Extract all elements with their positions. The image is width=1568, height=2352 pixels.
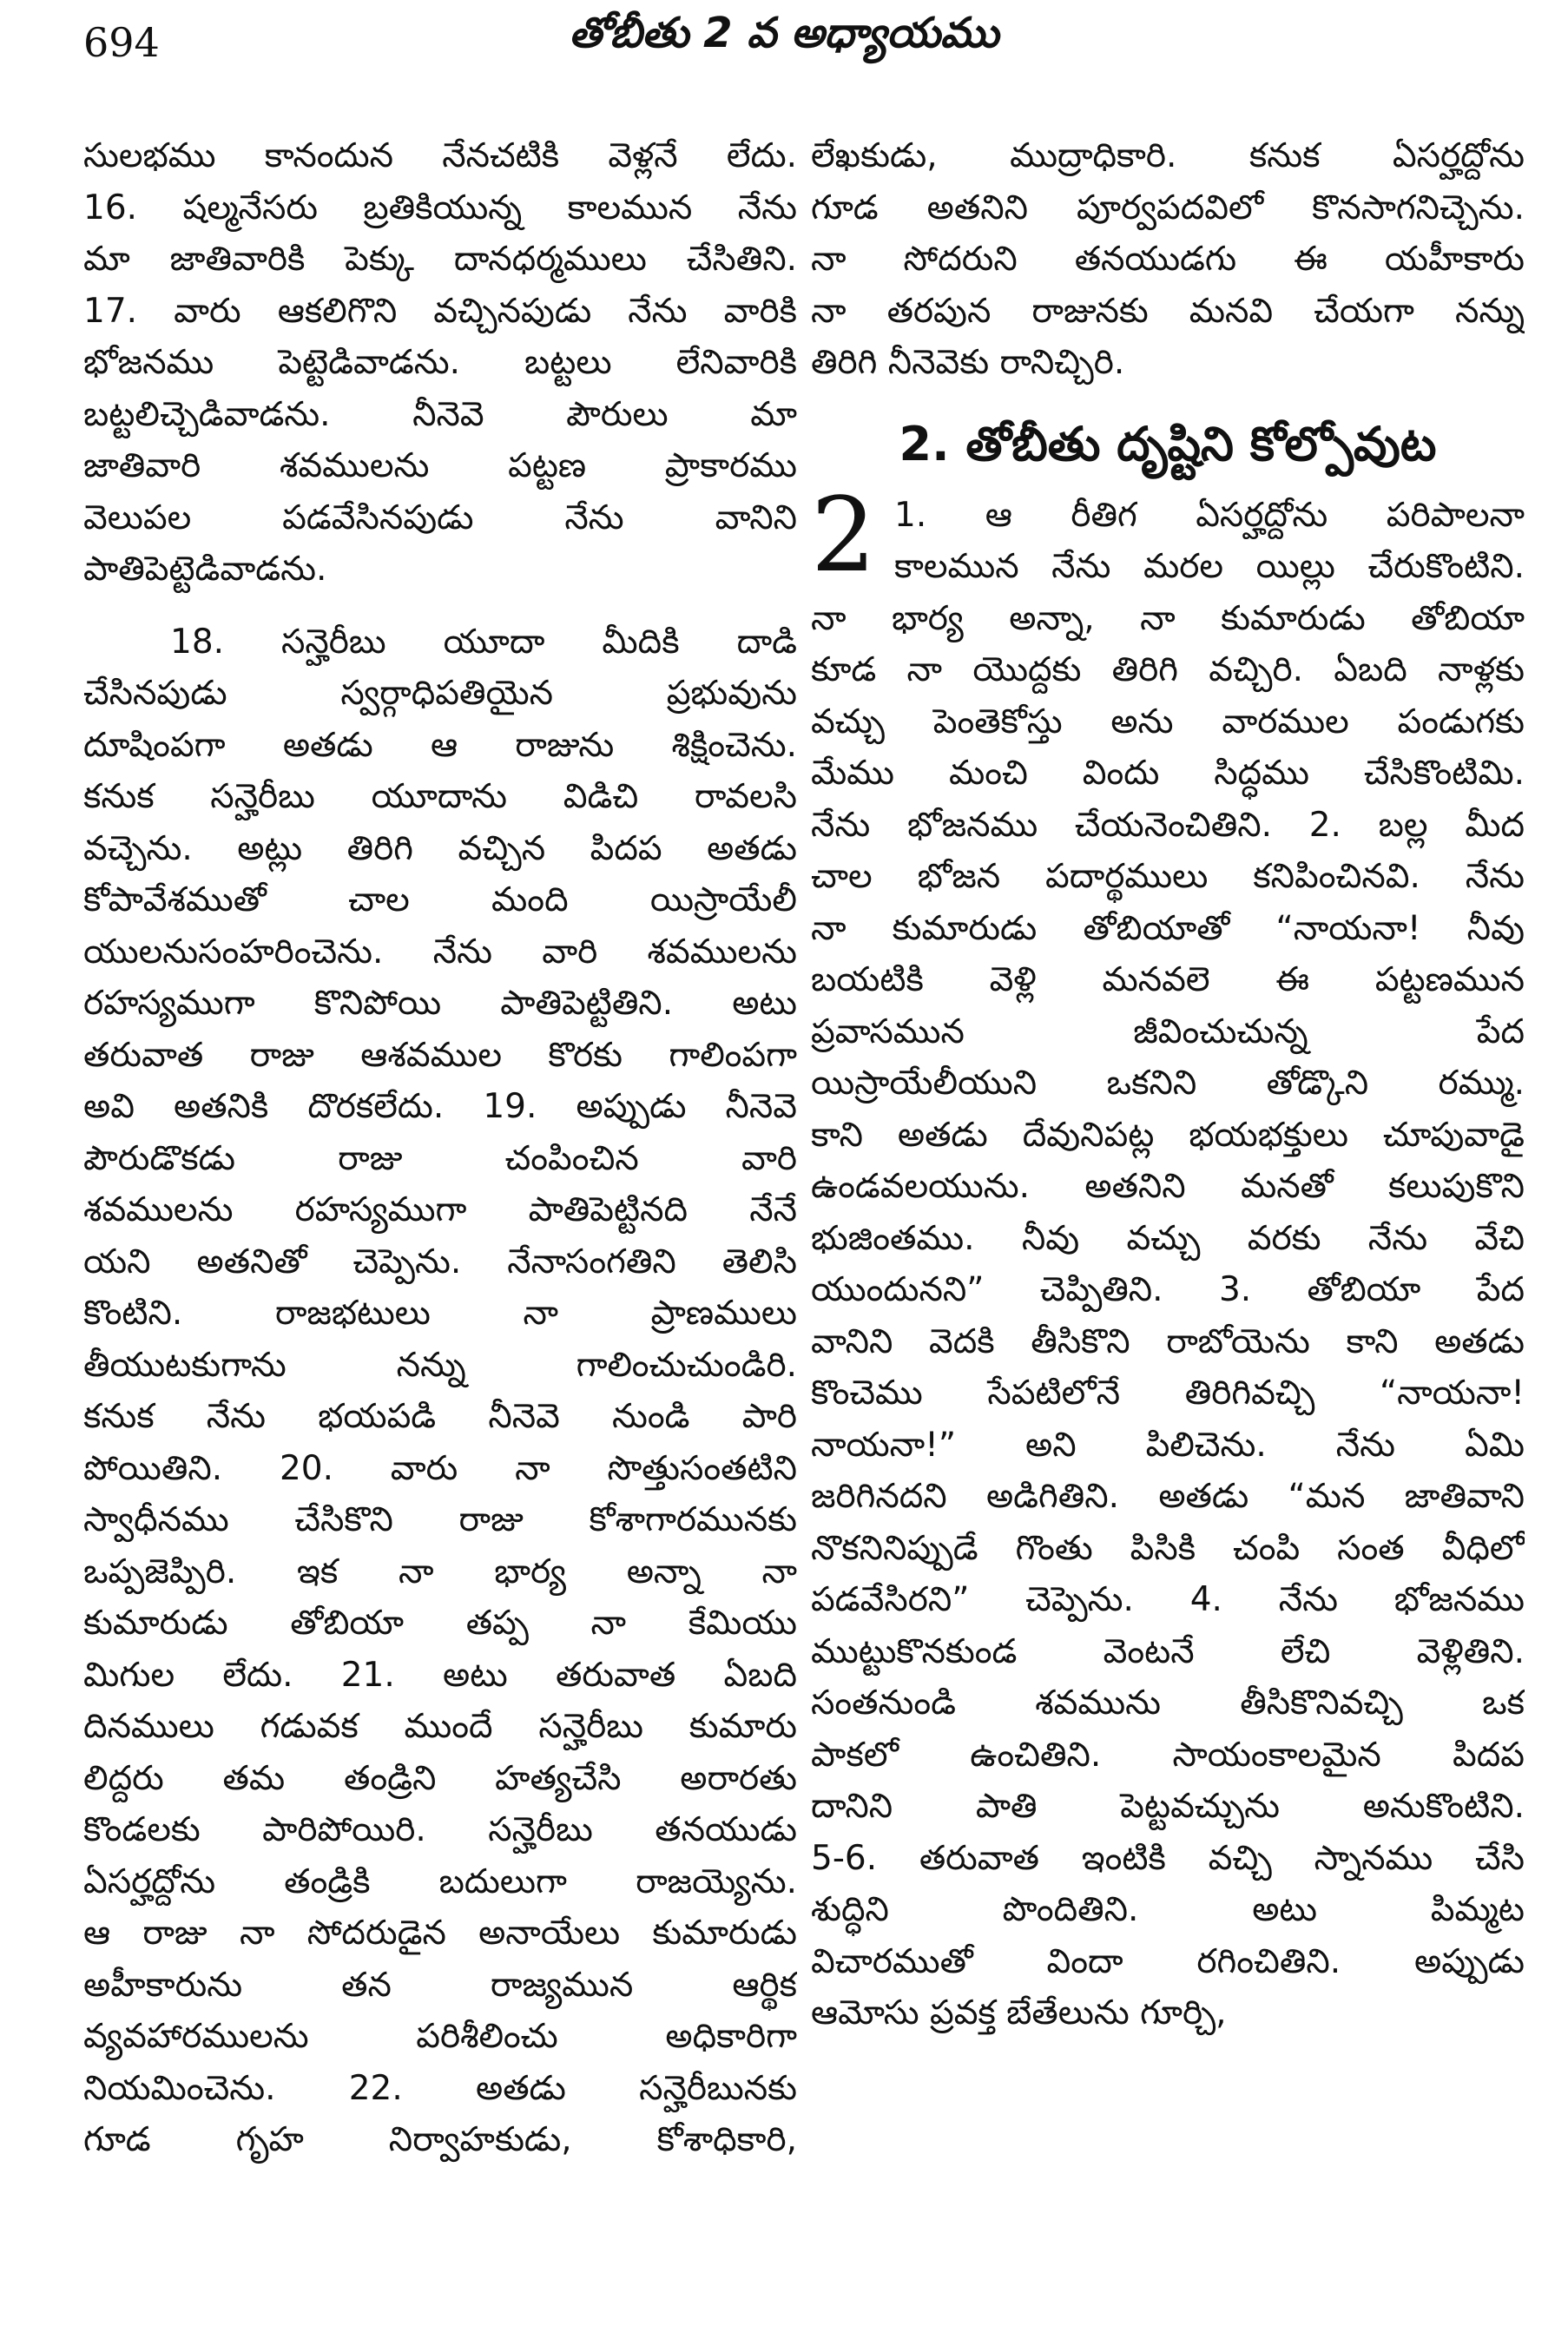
text-line: నియమించెను. 22. అతడు సన్హెరీబునకు: [83, 2068, 797, 2108]
text-line: పాకలో ఉంచితిని. సాయంకాలమైన పిదప: [811, 1735, 1525, 1775]
text-line: ఉండవలయును. అతనిని మనతో కలుపుకొని: [811, 1167, 1525, 1206]
text-line: 18. సన్హెరీబు యూదా మీదికి దాడి: [170, 622, 797, 662]
text-line: బట్టలిచ్చెడివాడను. నీనెవె పౌరులు మా: [83, 394, 797, 434]
text-line: సులభము కానందున నేనచటికి వెళ్లనే లేదు.: [83, 136, 797, 175]
text-line: కాలమున నేను మరల యిల్లు చేరుకొంటిని.: [894, 547, 1525, 586]
text-line: శవములను రహస్యముగా పాతిపెట్టినది నేనే: [83, 1190, 797, 1229]
left-column: [83, 130, 797, 2166]
text-line: తరువాత రాజు ఆశవముల కొరకు గాలింపగా: [83, 1035, 797, 1075]
text-line: యుందునని” చెప్పితిని. 3. తోబియా పేద: [811, 1270, 1525, 1309]
text-line: నా భార్య అన్నా, నా కుమారుడు తోబియా: [811, 598, 1525, 638]
text-line: దానిని పాతి పెట్టవచ్చును అనుకొంటిని.: [811, 1787, 1525, 1826]
text-line: కొంటిని. రాజభటులు నా ప్రాణములు: [83, 1294, 797, 1333]
text-line: నా సోదరుని తనయుడగు ఈ యహీకారు: [811, 240, 1525, 279]
text-line: పడవేసిరని” చెప్పెను. 4. నేను భోజనము: [811, 1580, 1525, 1619]
chapter-drop-cap: 2: [811, 474, 877, 595]
text-line: నొకనినిప్పుడే గొంతు పిసికి చంపి సంత వీధిలో: [811, 1528, 1525, 1568]
text-line: ఏసర్హద్దోను తండ్రికి బదులుగా రాజయ్యెను.: [83, 1861, 797, 1901]
text-line: రహస్యముగా కొనిపోయి పాతిపెట్టితిని. అటు: [83, 984, 797, 1023]
text-line: 5-6. తరువాత ఇంటికి వచ్చి స్నానము చేసి: [811, 1838, 1525, 1878]
text-line: దినములు గడువక ముందే సన్హెరీబు కుమారు: [83, 1707, 797, 1746]
text-line: నా తరపున రాజునకు మనవి చేయగా నన్ను: [811, 291, 1525, 331]
text-line: నా కుమారుడు తోబియాతో “నాయనా! నీవు: [811, 908, 1525, 948]
text-line: చేసినపుడు స్వర్గాధిపతియైన ప్రభువును: [83, 674, 797, 713]
text-line: వెలుపల పడవేసినపుడు నేను వానిని: [83, 497, 797, 537]
text-line: పాతిపెట్టెడివాడను.: [83, 550, 327, 589]
text-line: వచ్చు పెంతెకోస్తు అను వారముల పండుగకు: [811, 702, 1525, 741]
text-line: కూడ నా యొద్దకు తిరిగి వచ్చిరి. ఏబది నాళ్లకు: [811, 650, 1525, 689]
text-line: మిగుల లేదు. 21. అటు తరువాత ఏబది: [83, 1655, 797, 1695]
text-line: 17. వారు ఆకలిగొని వచ్చినపుడు నేను వారికి: [83, 291, 797, 331]
text-line: యులనుసంహరించెను. నేను వారి శవములను: [83, 932, 797, 972]
text-line: స్వాధీనము చేసికొని రాజు కోశాగారమునకు: [83, 1500, 797, 1539]
text-line: గూడ గృహ నిర్వాహకుడు, కోశాధికారి,: [83, 2120, 797, 2159]
text-line: నాయనా!” అని పిలిచెను. నేను ఏమి: [811, 1425, 1525, 1465]
text-line: మేము మంచి విందు సిద్ధము చేసికొంటిమి.: [811, 754, 1525, 793]
text-line: వచ్చెను. అట్లు తిరిగి వచ్చిన పిదప అతడు: [83, 828, 797, 868]
text-line: యిస్రాయేలీయుని ఒకనిని తోడ్కొని రమ్ము.: [811, 1064, 1525, 1103]
text-line: ముట్టుకొనకుండ వెంటనే లేచి వెళ్లితిని.: [811, 1631, 1525, 1671]
text-line: పౌరుడొకడు రాజు చంపించిన వారి: [83, 1138, 797, 1178]
text-line: జాతివారి శవములను పట్టణ ప్రాకారము: [83, 446, 797, 485]
text-line: తీయుటకుగాను నన్ను గాలించుచుండిరి.: [83, 1345, 797, 1385]
text-line: దూషింపగా అతడు ఆ రాజును శిక్షించెను.: [83, 725, 797, 765]
text-line: కోపావేశముతో చాల మంది యిస్రాయేలీ: [83, 880, 797, 919]
text-line: వానిని వెదకి తీసికొని రాబోయెను కాని అతడు: [811, 1321, 1525, 1361]
text-line: కనుక సన్హెరీబు యూదాను విడిచి రావలసి: [83, 777, 797, 816]
right-column: [811, 130, 1525, 2039]
text-line: భోజనము పెట్టెడివాడను. బట్టలు లేనివారికి: [83, 343, 797, 382]
text-line: 16. షల్మనేసరు బ్రతికియున్న కాలమున నేను: [83, 188, 797, 227]
text-line: యని అతనితో చెప్పెను. నేనాసంగతిని తెలిసి: [83, 1242, 797, 1281]
text-line: కొండలకు పారిపోయిరి. సన్హెరీబు తనయుడు: [83, 1810, 797, 1849]
text-line: మా జాతివారికి పెక్కు దానధర్మములు చేసితిని.: [83, 240, 797, 279]
text-line: నేను భోజనము చేయనెంచితిని. 2. బల్ల మీద: [811, 805, 1525, 845]
text-line: శుద్ధిని పొందితిని. అటు పిమ్మట: [811, 1890, 1525, 1929]
page-number: 694: [83, 19, 160, 66]
text-line: ఆ రాజు నా సోదరుడైన అనాయేలు కుమారుడు: [83, 1914, 797, 1953]
text-line: జరిగినదని అడిగితిని. అతడు “మన జాతివాని: [811, 1477, 1525, 1516]
text-line: సంతనుండి శవమును తీసికొనివచ్చి ఒక: [811, 1683, 1525, 1723]
right-column-top-text: [811, 130, 1525, 389]
text-line: ప్రవాసమున జీవించుచున్న పేద: [811, 1011, 1525, 1051]
chapter-opening-lines: [811, 474, 1525, 595]
running-header-title: తోబీతు 2 వ అధ్యాయము: [569, 9, 999, 57]
text-line: ఒప్పజెప్పిరి. ఇక నా భార్య అన్నా నా: [83, 1552, 797, 1591]
text-line: కనుక నేను భయపడి నీనెవె నుండి పారి: [83, 1397, 797, 1436]
text-line: లేఖకుడు, ముద్రాధికారి. కనుక ఏసర్హద్దోను: [811, 136, 1525, 175]
section-title: 2. తోబీతు దృష్టిని కోల్పోవుట: [899, 416, 1437, 471]
text-line: 1. ఆ రీతిగ ఏసర్హద్దోను పరిపాలనా: [894, 495, 1525, 535]
text-line: బయటికి వెళ్లి మనవలె ఈ పట్టణమున: [811, 960, 1525, 999]
text-line: కుమారుడు తోబియా తప్ప నా కేమియు: [83, 1604, 797, 1643]
text-line: అహీకారును తన రాజ్యమున ఆర్థిక: [83, 1965, 797, 2005]
text-line: చాల భోజన పదార్థములు కనిపించినవి. నేను: [811, 857, 1525, 896]
text-line: అవి అతనికి దొరకలేదు. 19. అప్పుడు నీనెవె: [83, 1087, 797, 1126]
text-line: కొంచెము సేపటిలోనే తిరిగివచ్చి “నాయనా!: [811, 1374, 1525, 1413]
text-line: గూడ అతనిని పూర్వపదవిలో కొనసాగనిచ్చెను.: [811, 188, 1525, 227]
text-line: భుజింతము. నీవు వచ్చు వరకు నేను వేచి: [811, 1218, 1525, 1258]
right-column-bottom-text: [811, 593, 1525, 2039]
text-line: విచారముతో విందా రగించితిని. అప్పుడు: [811, 1941, 1525, 1981]
chapter-opening: [811, 474, 1525, 595]
text-line: వ్యవహారములను పరిశీలించు అధికారిగా: [83, 2017, 797, 2056]
text-line: లిద్దరు తమ తండ్రిని హత్యచేసి అరారతు: [83, 1758, 797, 1798]
text-line: పోయితిని. 20. వారు నా సొత్తుసంతటిని: [83, 1448, 797, 1488]
text-line: కాని అతడు దేవునిపట్ల భయభక్తులు చూపువాడై: [811, 1115, 1525, 1155]
text-line: తిరిగి నీనెవెకు రానిచ్చిరి.: [811, 343, 1125, 382]
text-line: ఆమోసు ప్రవక్త బేతేలును గూర్చి,: [811, 1993, 1227, 2032]
